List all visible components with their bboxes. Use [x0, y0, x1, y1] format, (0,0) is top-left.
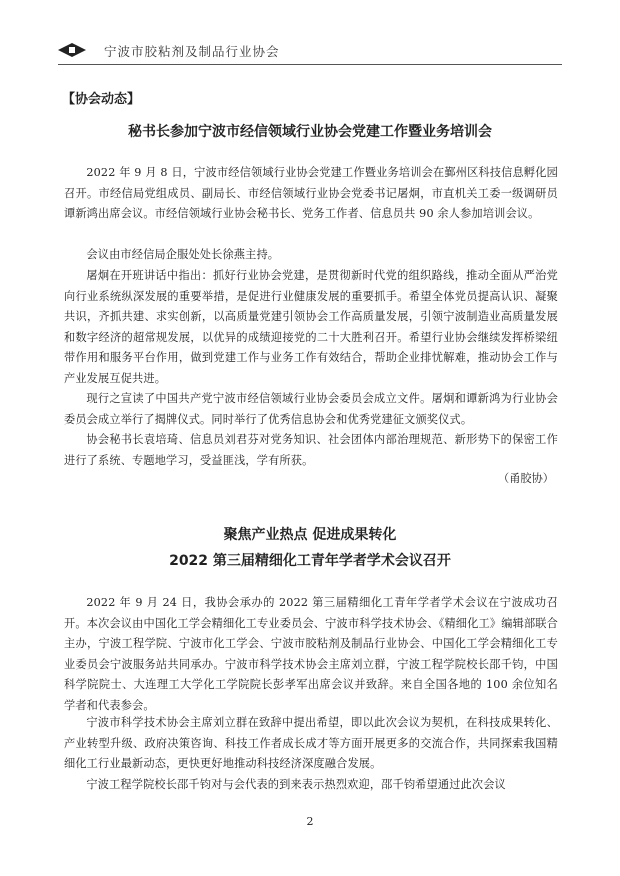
page-number: 2 [306, 815, 314, 828]
article2-paragraph: 2022 年 9 月 24 日，我协会承办的 2022 第三届精细化工青年学者学术会议在宁波成功召开。本次会议由中国化工学会精细化工专业委员会、宁波市科学技术协会、《精细化工》编辑部联合主办，宁波工程学院、宁波市化工学会、宁波市胶粘剂及制品行业协会、中国化工学会精细化工专业委员会宁波服务站共同承办。宁波市科学技术协会主席刘立群，宁波工程学院校长邵千钧，中国科学院院士、大连理工大学化工学院院长彭孝军出席会议并致辞。来自全国各地的 100 余位知名学者和代表参会。 [64, 596, 558, 712]
article1-paragraph: 现行之宣读了中国共产党宁波市经信领域行业协会委员会成立文件。屠炯和谭新鸿为行业协会委员会成立举行了揭牌仪式。同时举行了优秀信息协会和优秀党建征文颁奖仪式。 [64, 392, 558, 426]
section-tag: 【协会动态】 [62, 92, 141, 107]
article2-paragraph: 宁波工程学院校长邵千钧对与会代表的到来表示热烈欢迎，邵千钧希望通过此次会议 [86, 778, 506, 791]
article1-source: （甬胶协） [498, 472, 554, 485]
article2-title-line2: 2022 第三届精细化工青年学者学术会议召开 [169, 553, 451, 569]
article1-paragraph: 2022 年 9 月 8 日，宁波市经信领域行业协会党建工作暨业务培训会在鄞州区科技信息孵化园召开。市经信局党组成员、副局长、市经信领域行业协会党委书记屠炯，市直机关工委一级调研员谭新鸿出席会议。市经信领域行业协会秘书长、党务工作者、信息员共 90 余人参加培训会议。 [64, 166, 558, 221]
association-logo-icon [58, 43, 86, 57]
header-org-name: 宁波市胶粘剂及制品行业协会 [104, 44, 280, 59]
article2-paragraph: 宁波市科学技术协会主席刘立群在致辞中提出希望，即以此次会议为契机，在科技成果转化、产业转型升级、政府决策咨询、科技工作者成长成才等方面开展更多的交流合作，共同探索我国精细化工行业最新动态，更快更好地推动科技经济深度融合发展。 [64, 716, 558, 771]
page-header [58, 40, 562, 66]
article1-title: 秘书长参加宁波市经信领域行业协会党建工作暨业务培训会 [128, 124, 492, 140]
article2-title-line1: 聚焦产业热点 促进成果转化 [223, 527, 397, 543]
article1-paragraph: 协会秘书长袁培琦、信息员刘君芬对党务知识、社会团体内部治理规范、新形势下的保密工作进行了系统、专题地学习，受益匪浅，学有所获。 [64, 433, 558, 467]
article1-paragraph: 会议由市经信局企服处处长徐燕主持。 [86, 248, 280, 261]
header-divider [58, 64, 562, 65]
article1-paragraph: 屠炯在开班讲话中指出：抓好行业协会党建，是贯彻新时代党的组织路线，推动全面从严治党向行业系统纵深发展的重要举措，是促进行业健康发展的重要抓手。希望全体党员提高认识、凝聚共识，齐抓共建、求实创新，以高质量党建引领协会工作高质量发展，引领宁波制造业高质量发展和数字经济的超常规发展，以优异的成绩迎接党的二十大胜利召开。希望行业协会继续发挥桥梁纽带作用和服务平台作用，做到党建工作与业务工作有效结合，帮助企业排忧解难，推动协会工作与产业发展互促共进。 [64, 269, 558, 385]
